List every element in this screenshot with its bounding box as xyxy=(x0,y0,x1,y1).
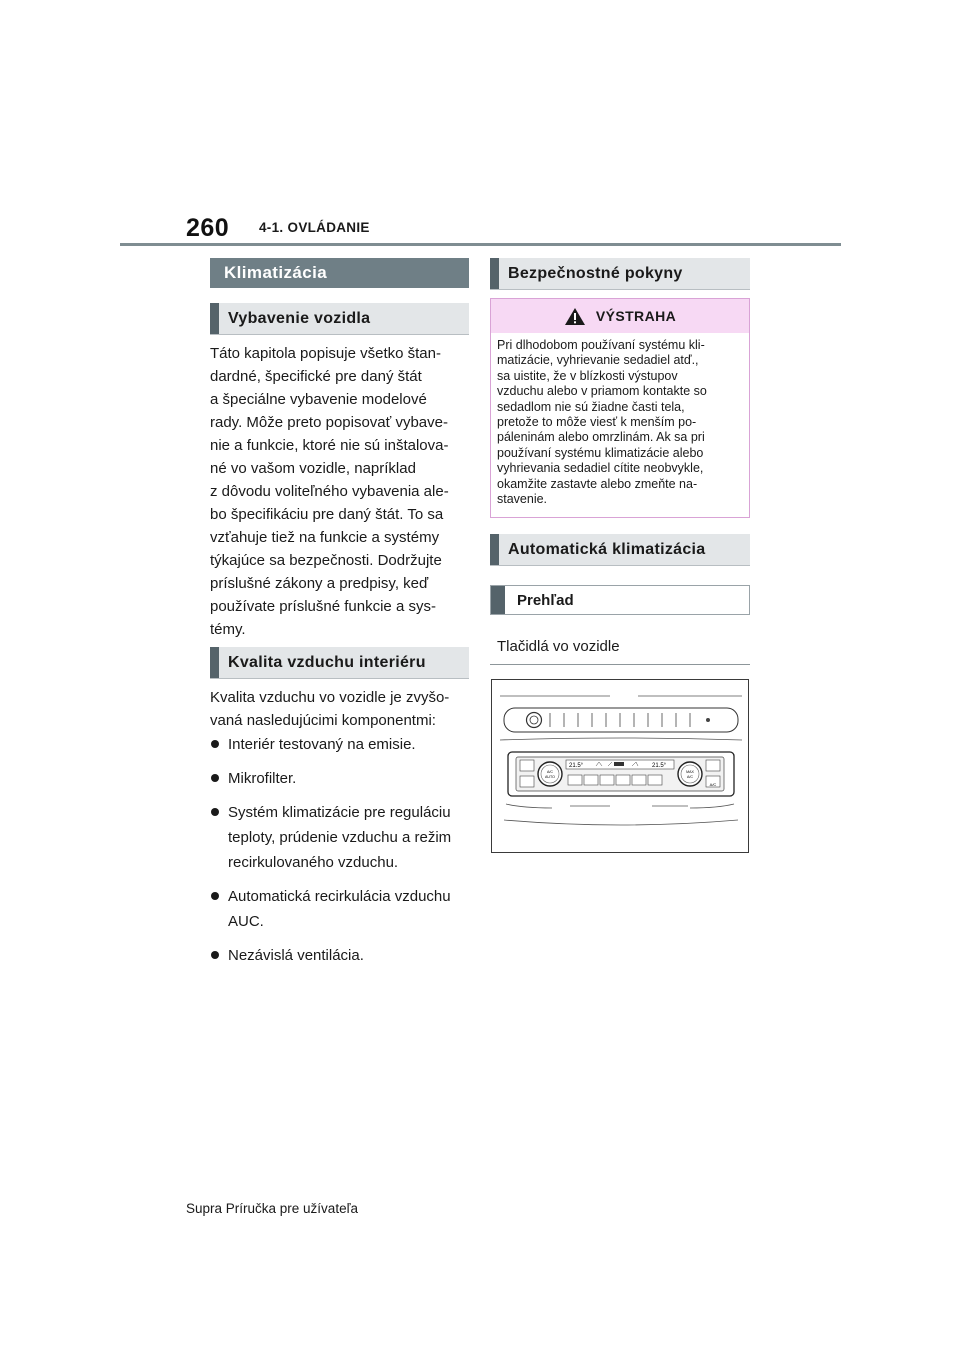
section-title: 4-1. OVLÁDANIE xyxy=(259,220,370,235)
subheading-vybavenie xyxy=(210,303,469,335)
vybavenie-text-line: nie a funkcie, ktoré nie sú inštalova- xyxy=(210,437,449,454)
list-item xyxy=(211,884,473,934)
list-item-text: AUC. xyxy=(228,913,264,930)
page-number: 260 xyxy=(186,214,230,242)
list-item-text: Systém klimatizácie pre reguláciu xyxy=(228,804,451,821)
subheading-auto-klimatizacia xyxy=(490,534,750,566)
svg-text:MAX: MAX xyxy=(686,770,694,774)
kvalita-bullet-list xyxy=(211,732,473,977)
list-item-text: teploty, prúdenie vzduchu a režim xyxy=(228,829,452,846)
vybavenie-paragraph xyxy=(210,342,472,641)
vybavenie-text-line: vzťahuje tiež na funkcie a systémy xyxy=(210,529,440,546)
vybavenie-text-line: bo špecifikáciu pre daný štát. To sa xyxy=(210,506,444,523)
warning-text-line: vzduchu alebo v priamom kontakte so xyxy=(497,384,707,399)
warning-text xyxy=(491,333,749,507)
subheading-bezpecnost-text: Bezpečnostné pokyny xyxy=(508,264,683,282)
warning-text-line: stavenie. xyxy=(497,492,548,507)
svg-text:AUTO: AUTO xyxy=(545,775,555,779)
warning-text-line: vyhrievania sedadiel cítite neobvykle, xyxy=(497,461,704,476)
warning-text-line: používaní systému klimatizácie alebo xyxy=(497,445,704,460)
vybavenie-text-line: príslušné zákony a predpisy, keď xyxy=(210,575,429,592)
warning-triangle-icon xyxy=(564,307,586,326)
warning-title: VÝSTRAHA xyxy=(595,308,677,324)
list-item xyxy=(211,732,473,757)
warning-text-line: okamžite zastavte alebo zmeňte na- xyxy=(497,476,698,491)
footer-manual-title: Supra Príručka pre užívateľa xyxy=(186,1201,359,1216)
heading-marker xyxy=(490,534,499,565)
warning-text-line: matizácie, vyhrievanie sedadiel atď., xyxy=(497,353,699,368)
temp-right-readout: 21.5° xyxy=(652,763,667,769)
svg-text:A/C: A/C xyxy=(687,775,693,779)
caption-divider xyxy=(490,664,750,665)
chapter-heading-klimatizacia xyxy=(210,258,469,288)
vybavenie-text-line: z dôvodu voliteľného vybavenia ale- xyxy=(210,483,449,500)
kvalita-intro-line: Kvalita vzduchu vo vozidle je zvyšo- xyxy=(210,689,450,706)
warning-text-line: sedadlom nie sú žiadne časti tela, xyxy=(497,399,685,414)
vybavenie-text-line: týkajúce sa bezpečnosti. Dodržujte xyxy=(210,552,442,569)
warning-text-line: sa uistite, že v blízkosti výstupov xyxy=(497,368,678,383)
warning-header xyxy=(491,299,749,333)
list-item-text: recirkulovaného vzduchu. xyxy=(228,854,399,871)
list-item-text: Nezávislá ventilácia. xyxy=(228,947,364,964)
warning-text-line: Pri dlhodobom používaní systému kli- xyxy=(497,338,705,352)
heading-marker xyxy=(210,647,219,678)
subheading-bezpecnost xyxy=(490,258,750,290)
knob-left-label: A/C xyxy=(547,770,553,774)
list-item-text: Mikrofilter. xyxy=(228,770,297,787)
climate-control-figure xyxy=(491,679,749,853)
warning-text-line: pretože to môže viesť k menším po- xyxy=(497,415,697,430)
vybavenie-text-line: né vo vašom vozidle, napríklad xyxy=(210,460,416,477)
vybavenie-text-line: rady. Môže preto popisovať vybave- xyxy=(210,414,448,431)
vybavenie-text-line: dardné, špecifické pre daný štát xyxy=(210,368,422,385)
subheading-kvalita-text: Kvalita vzduchu interiéru xyxy=(228,653,426,671)
list-item-text: Interiér testovaný na emisie. xyxy=(228,736,416,753)
heading-marker xyxy=(210,303,219,334)
warning-box xyxy=(490,298,750,518)
list-item xyxy=(211,943,473,968)
subheading-auto-text: Automatická klimatizácia xyxy=(508,540,706,558)
kvalita-intro-line: vaná nasledujúcimi komponentmi: xyxy=(210,712,436,729)
header-divider xyxy=(120,243,841,246)
heading-marker xyxy=(491,586,505,614)
climate-panel-illustration xyxy=(492,680,748,852)
subheading-vybavenie-text: Vybavenie vozidla xyxy=(228,309,371,327)
figure-caption: Tlačidlá vo vozidle xyxy=(497,638,620,655)
ac-button-label: A/C xyxy=(709,782,717,787)
subheading-kvalita xyxy=(210,647,469,679)
warning-text-line: páleninám alebo omrzlinám. Ak sa pri xyxy=(497,430,705,445)
vybavenie-text-line: používate príslušné funkcie a sys- xyxy=(210,598,436,615)
temp-left-readout: 21.5° xyxy=(569,763,584,769)
vybavenie-text-line: a špeciálne vybavenie modelové xyxy=(210,391,427,408)
subheading-prehlad xyxy=(490,585,750,615)
kvalita-intro-paragraph xyxy=(210,686,472,732)
list-item xyxy=(211,766,473,791)
chapter-heading-text: Klimatizácia xyxy=(224,263,328,282)
list-item-text: Automatická recirkulácia vzduchu xyxy=(228,888,451,905)
vybavenie-text-line: Táto kapitola popisuje všetko štan- xyxy=(210,345,441,362)
vybavenie-text-line: témy. xyxy=(210,621,246,638)
heading-marker xyxy=(490,258,499,289)
subheading-prehlad-text: Prehľad xyxy=(517,591,574,609)
list-item xyxy=(211,800,473,875)
